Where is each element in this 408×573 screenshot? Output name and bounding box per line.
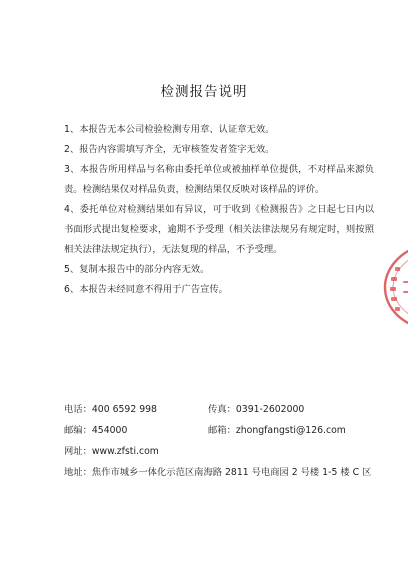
instruction-item-6: 6、本报告未经同意不得用于广告宣传。 (64, 284, 228, 295)
contact-block (64, 400, 384, 484)
contact-row-postcode-email (64, 421, 384, 441)
instruction-item-4: 4、委托单位对检测结果如有异议，可于收到《检测报告》之日起七日内以书面形式提出复检要求，逾期不予受理（相关法律法规另有规定时，则按照相关法律法规定执行），无法复现的样品，不予受理。 (64, 204, 374, 255)
address-text: 地址：焦作市城乡一体化示范区南海路 2811 号电商园 2 号楼 1-5 楼 C 区 (64, 467, 372, 478)
instruction-item-1: 1、本报告无本公司检验检测专用章、认证章无效。 (64, 124, 275, 135)
email-text: 邮箱：zhongfangsti@126.com (208, 425, 346, 436)
instruction-item-5: 5、复制本报告中的部分内容无效。 (64, 264, 210, 275)
contact-row-phone-fax (64, 400, 384, 420)
postcode-text: 邮编：454000 (64, 425, 128, 436)
page-title: 检测报告说明 (160, 84, 248, 100)
instructions-list (64, 120, 374, 300)
website-text: 网址：www.zfsti.com (64, 446, 159, 457)
instruction-item-3: 3、本报告所用样品与名称由委托单位或被抽样单位提供，不对样品来源负责。检测结果仅对样品负责，检测结果仅反映对该样品的评价。 (64, 164, 374, 195)
fax-text: 传真：0391-2602000 (208, 404, 305, 415)
contact-row-address (64, 463, 384, 483)
contact-row-website (64, 442, 384, 462)
phone-text: 电话：400 6592 998 (64, 404, 157, 415)
instruction-item-2: 2、报告内容需填写齐全，无审核签发者签字无效。 (64, 144, 275, 155)
seal-stamp-icon (381, 245, 408, 329)
